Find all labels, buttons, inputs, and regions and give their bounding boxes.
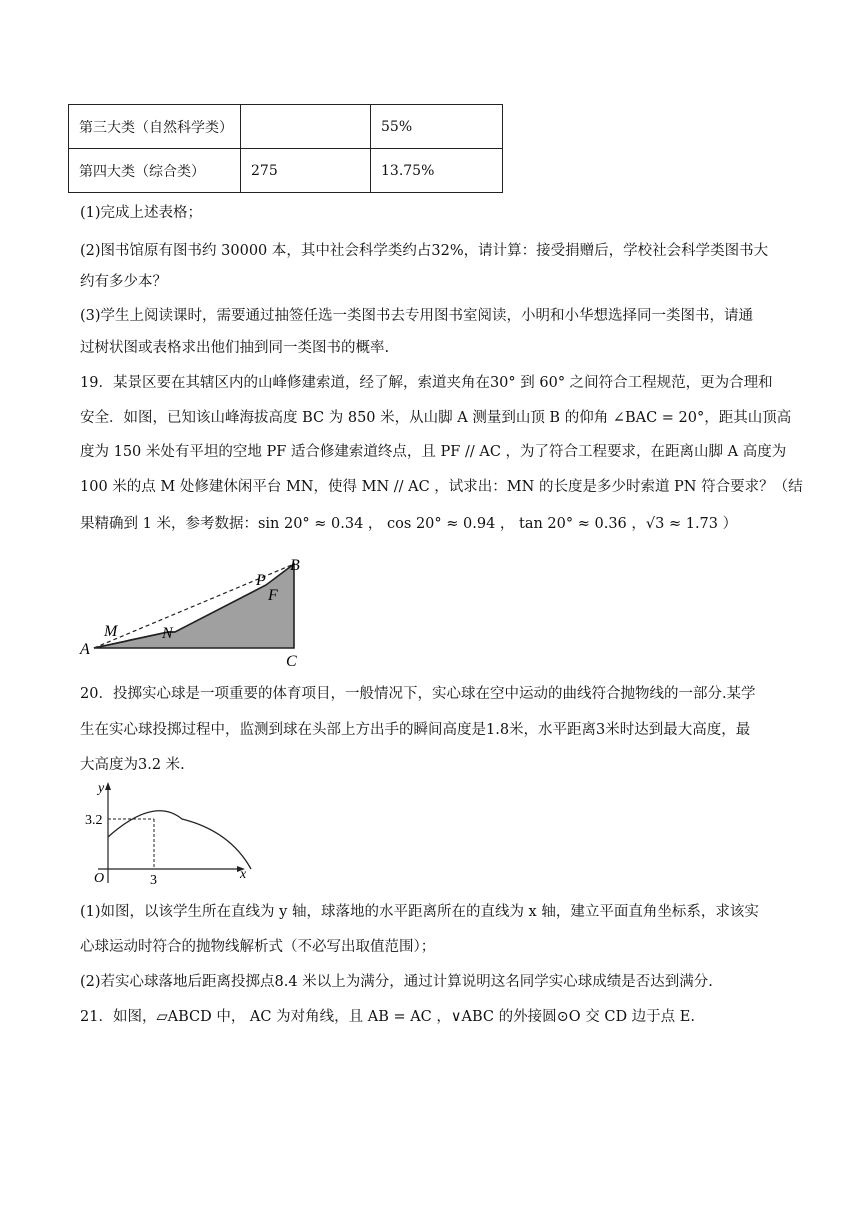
label-origin: O [94,871,105,886]
q20-part1-line1: (1)如图，以该学生所在直线为 y 轴，球落地的水平距离所在的直线为 x 轴，建立平面直角坐标系，求该实 [80,904,759,920]
label-3: 3 [150,873,157,888]
table-row [69,149,503,193]
q19-line1: 19．某景区要在其辖区内的山峰修建索道，经了解，索道夹角在30° 到 60° 之间符合工程规范，更为合理和 [80,375,773,391]
q20-line3: 大高度为3.2 米. [80,757,185,773]
table-cell-category: 第四大类（综合类） [69,149,241,193]
label-y: y [98,781,105,796]
q18-part3-line2: 过树状图或表格求出他们抽到同一类图书的概率. [80,340,390,356]
q18-part3-line1: (3)学生上阅读课时，需要通过抽签任选一类图书去专用图书室阅读，小明和小华想选择同一类图书，请通 [80,308,754,324]
label-M: M [104,623,118,640]
table-cell-percent: 13.75% [371,149,503,193]
q20-part1-line2: 心球运动时符合的抛物线解析式（不必写出取值范围）； [80,939,436,955]
q19-line4: 100 米的点 M 处修建休闲平台 MN，使得 MN // AC ，试求出：MN 的长度是多少时索道 PN 符合要求？（结 [80,479,803,495]
label-3-2: 3.2 [85,813,103,828]
label-C: C [286,653,297,670]
label-A: A [80,641,90,658]
q18-part2-line2: 约有多少本？ [80,274,167,290]
table-cell-category: 第三大类（自然科学类） [69,105,241,149]
table-cell-count [241,105,371,149]
label-P: P [256,572,266,589]
q18-part1: (1)完成上述表格； [80,205,203,221]
q21-line1: 21．如图，▱ABCD 中， AC 为对角线，且 AB = AC ，∨ABC 的外接圆⊙O 交 CD 边于点 E. [80,1009,695,1025]
q18-part2-line1: (2)图书馆原有图书约 30000 本，其中社会科学类约占32%，请计算：接受捐赠后，学校社会科学类图书大 [80,243,769,259]
label-N: N [162,625,173,642]
q19-line2: 安全．如图，已知该山峰海拔高度 BC 为 850 米，从山脚 A 测量到山顶 B 的仰角 ∠BAC = 20°，距其山顶高 [80,410,792,426]
label-B: B [290,557,300,574]
label-x: x [240,867,247,882]
q20-line2: 生在实心球投掷过程中，监测到球在头部上方出手的瞬间高度是1.8米，水平距离3米时达到最大高度，最 [80,722,751,738]
table-cell-count: 275 [241,149,371,193]
label-F: F [268,587,278,604]
y-axis-arrow [105,782,111,790]
table-row [69,105,503,149]
q20-line1: 20．投掷实心球是一项重要的体育项目，一般情况下，实心球在空中运动的曲线符合抛物线的一部分.某学 [80,686,756,702]
cableway-figure [70,552,320,674]
q20-part2: (2)若实心球落地后距离投掷点8.4 米以上为满分，通过计算说明这名同学实心球成绩是否达到满分. [80,974,713,990]
parabola-graph [80,778,260,888]
category-table [68,104,503,193]
q19-line3: 度为 150 米处有平坦的空地 PF 适合修建索道终点，且 PF // AC ，为了符合工程要求，在距离山脚 A 高度为 [80,444,787,460]
q19-line5: 果精确到 1 米，参考数据：sin 20° ≈ 0.34 ， cos 20° ≈ 0.94 ， tan 20° ≈ 0.36 ，√3 ≈ 1.73 ） [80,516,738,532]
table-cell-percent: 55% [371,105,503,149]
